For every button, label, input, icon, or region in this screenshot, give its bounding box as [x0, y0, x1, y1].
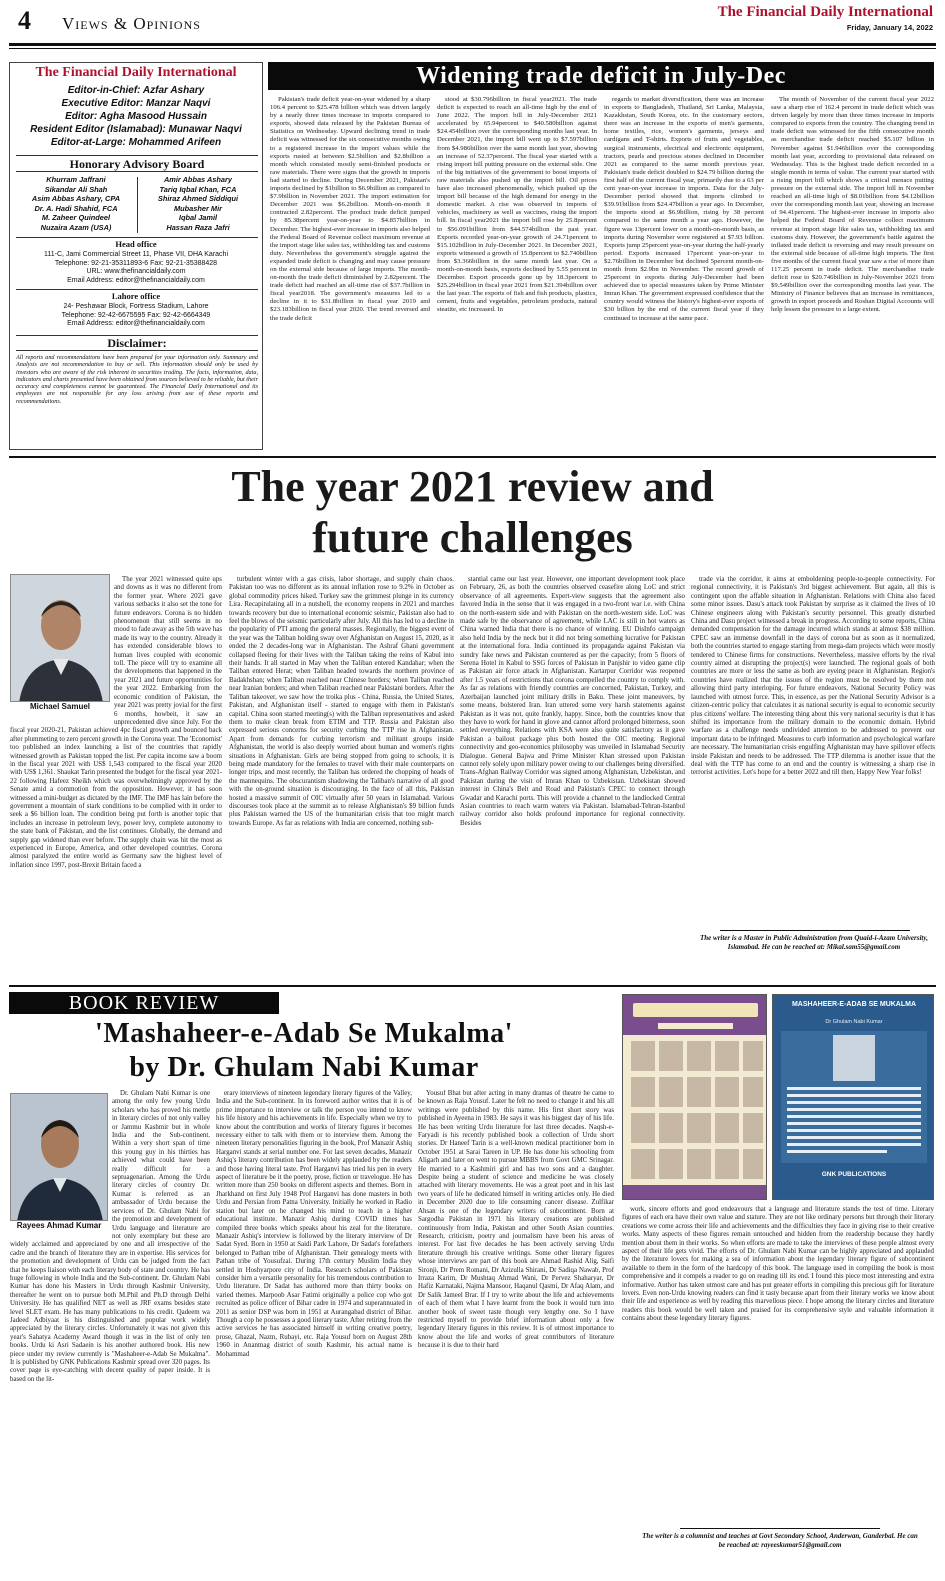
advisory-board-title: Honorary Advisory Board	[16, 155, 258, 172]
article-column: stantial came our last year. However, one important development took place on February, 26, as both the countries observed ceasefire along LoC and strict observance of all agreements. Expert-view suggests that the agreement also favored India in the sense that it was engaged in a two-front war i.e. with China on the north-eastern side and with Pakistan on the north-western side. LoC was made safe by the observance of agreement, while LAC is still in hot waters as China warned India that there is no chance of winning. EU DisInfo campaign also held India by the neck but it did not bring something lucrative for Pakistan at the international fora. India continued its propaganda against Pakistan via sundry fake news and Pakistan countered as per the capacity; from 5 floors of Serena Hotel in Kabul to SSG forces of Pakistan in Panjshir to video game clip as Pakistan air force attack in Afghanistan. Kartarpur Corridor was reopened after 1.5 years of restrictions that corona compelled the country to comply with. As far as relations with friendly countries are concerned, Pakistan, Turkey, and Azerbaijan launched joint military drills in Baku. These joint maneuvers, by some means, bolstered Iran. Iran uttered some very harsh statements against Pakistan as it was not, quite frankly, happy. Since, both the countries know that they have to work for hand in glove and cannot afford prolonged bitterness, soon settled everything. Relations with KSA were also quite satisfactory as it gave Pakistan a bailout package plus both hosted the OIC meeting. Regional connectivity and geo-economics philosophy was unveiled in Islamabad Security Dialogue. General Bajwa and Prime Minister Khan stressed upon Pakistan cannot rely solely upon military power owing to our challenges being diversified. Trans-Afghan Railway Corridor was signed among Afghanistan, Uzbekistan, and Pakistan during the visit of Imran Khan to Uzbekistan. Uzbekistan showed interest in China's Belt and Road and Pakistan's CPEC to connect through Gwadar and Karachi ports. This will provide a channel to the landlocked Central Asian countries to reach warm waters via Pakistan. Islamabad-Tehran-Istanbul railway corridor also holds profound importance for regional connectivity. Besides	[460, 576, 685, 827]
book-cover-front-icon	[623, 995, 767, 1200]
header-rule	[9, 43, 936, 46]
editorial-column: stood at $30.796billion in fiscal year2021. The trade deficit is expected to reach an all-time high by the end of June 2022. The import bill in July-December 2021 accelerated by 65.94percent to $40.580billion against $24.454billion over the corresponding months last year. In December 2021, the import bill went up to $7.597billion from $4.986billion over the same month last year, showing an increase of 52.37percent. The fiscal year started with a rising import bill putting pressure on the external side. One of the big initiatives of the government to boost imports of raw materials also pushed up the import bill. Oil prices have also increased phenomenally, which pushed up the import bill because of the high demand for energy in the domestic market. A rise was observed in imports of vehicles, machinery as well as vaccines, rising the import bill. In fiscal year2021 the import bill rose by 25.8percent to $56.091billion from $44.574billion the past year. Exports recorded year-on-year growth of 24.71percent to $15.102billion in July-December 2021. In December 2021, exports witnessed a growth of 15.8percent to $2.740billion from $3.366billion in the same month last year. On a month-on-month basis, exports declined by 5.55 percent in December. Export proceeds gone up by 18.3percent to $25.294billion in fiscal year 2021 from $21.394billion over the last year. The exports of fish and fish products, plastics, cement, fruits and vegetables, petroleum products, natural steatite, etc increased. In	[437, 96, 597, 314]
advisory-member: Nuzaira Azam (USA)	[40, 222, 112, 232]
head-office-line: URL: www.thefinancialdaily.com	[86, 268, 186, 275]
advisory-member: Tariq Iqbal Khan, FCA	[159, 184, 237, 194]
advisory-member: Hassan Raza Jafri	[166, 222, 230, 232]
advisory-list-left	[16, 175, 136, 233]
section-rule	[9, 456, 936, 458]
editor-line: Editor-at-Large: Mohammed Arifeen	[50, 137, 222, 148]
cover-publisher: GNK PUBLICATIONS	[821, 1171, 887, 1178]
editor-line: Resident Editor (Islamabad): Munawar Naqvi	[30, 124, 242, 135]
advisory-member: Dr. A. Hadi Shahid, FCA	[34, 203, 118, 213]
section-title: Views & Opinions	[62, 14, 201, 33]
editor-line: Editor-in-Chief: Azfar Ashary	[67, 85, 205, 96]
advisory-list-right	[138, 175, 258, 233]
page-number: 4	[18, 6, 31, 35]
cover-back-author: Dr Ghulam Nabi Kumar	[825, 1019, 883, 1025]
rule	[16, 237, 258, 238]
lahore-office-lines	[10, 303, 262, 329]
review-column: work, sincere efforts and good endeavours that a language and literature stands the test of time. Literary figures of each era have their own value and stature. They are not like ordinary persons but through their literary creations we come across their life and achievements and the difficulties they face in giving rise to their creative works. Many aspects of these figures remain untouched and hidden from the readership because they hardly mention about them in their works. So when efforts are made to take the interviews of these people almost every aspect of their life gets vivid. The efforts of Dr. Ghulam Nabi Kumar can be highly appreciated and applauded by the literature lovers for making a sea of information about the legendary literary figure of subcontinent available to them in the form of the hardcopy of this book. The language used in compiling the book is most comprehensive and it compels a reader to go on reading till its end. I found this piece most interesting and extra informative. Author has taken utmost care and has put greater efforts in compiling this precious gift for literature lovers. Even non-Urdu knowing readers can find it tasty because apart from their literary works we know about their life and experience as well by reading this marvellous piece. I hope among the literary circles and literature readers this book would be well taken and praised for its comprehensive style and valuable information it contains about these legendary literary figures.	[622, 1206, 934, 1323]
advisory-member: Asim Abbas Ashary, CPA	[31, 194, 121, 204]
article-column: turbulent winter with a gas crisis, labor shortage, and supply chain chaos. Pakistan too was no different as its annual inflation rose to 9.2% in October as global commodity prices hiked. Turkey saw the grimmest plunge in its currency Lira. Recapitulating all in a nutshell, the economy reopens in 2021 and marches towards recovery but due to international economic seismic, Pakistan also had to feel the blows of the seismic particularly after July. All this has led to a decline in the popularity of PTI among the general masses. Regionally, the biggest event of the year was the Taliban holding sway over Afghanistan on August 15, 2020, as it ended the 2 decades-long war in Afghanistan. The Ashraf Ghani government collapsed fleeing for their lives with the Taliban taking the reins of Kabul into their hands. It all started in May when the Taliban entered Kandahar; when the Taliban entered Herat; when Taliban headed towards the northern province of Badakhshan; when Taliban reached near Chinese borders; when Taliban reached near Iranian borders; and when Taliban reached near Pakistani borders. After the Taliban takeover, we saw how the troika plus - China, Russia, the United States, Pakistan, and Afghanistan itself - started to engage with them in Pakistan's capital. China soon started meeting(s) with the Taliban representatives and asked them to make clean break from ETIM and TTP. Russia and Pakistan also expressed serious concerns for security curbing the TTP rise in Afghanistan. Apart from demands for curbing terrorism and militant groups inside Afghanistan, the world is also deeply worried about human and women's rights situations in Afghanistan. Girls are being stopped from going to schools, it is being made mandatory for the females to travel with their male counterparts on longer trips, and most recently, the Taliban has ordered the chopping of heads of the mannequins. The obscurantism shadowing the Taliban's narrative of all good with the on-ground situation is discouraging. In the face of all this, Pakistan hosted a massive summit of OIC virtually after 50 years in Islamabad. Various discourses took place at the summit as to release Afghanistan's $9 billion funds plus Pakistan warned the US of the humanitarian crisis that too might march towards Europe. As far as relations with India are concerned, nothing sub-	[229, 576, 454, 827]
book-review-section: BOOK REVIEW	[9, 992, 279, 1014]
head-office-line: 111-C, Jami Commercial Street 11, Phase VII, DHA Karachi	[43, 251, 228, 258]
advisory-member: Amir Abbas Ashary	[163, 175, 233, 184]
advisory-member: M. Zaheer Quindeel	[41, 213, 111, 223]
book-cover-back-icon	[773, 995, 934, 1200]
advisory-member: Sikandar Ali Shah	[44, 184, 108, 194]
lahore-office-title: Lahore office	[111, 291, 161, 301]
masthead-box	[9, 62, 263, 450]
advisory-member: Khurram Jaffrani	[46, 175, 106, 184]
disclaimer-text: All reports and recommendations have been prepared for your information only. Summary and Analysis are not recommendation to buy or sell. This information should only be used by investors who are aware of the risk inherent in securities trading. The facts, information, data, indicators and charts presented have been obtained from sources believed to be reliable, but their accuracy and completeness cannot be guaranteed. The Financial Daily International and its employees are not responsible for any loss arising from use of these reports and recommendations.	[16, 354, 258, 405]
editor-line: Editor: Agha Masood Hussain	[65, 111, 207, 122]
editorial-column: Pakistan's trade deficit year-on-year widened by a sharp 106.4 percent to $25.478 billion which was driven largely by a nearly three times increase in imports compared to exports, showed data released by the Pakistan Bureau of Statistics on Wednesday. Upward declining trend in trade deficit was witnessed for the six consecutive months owing to a registered increase in the import values while the exports rusted at between $2.5billion and $2.8billion a month which consisted mostly semi-finished products or raw materials. There were signs that the growth in imports had started to decline. During December 2021, Pakistan's imports declined by $1billion to $6.9billion as compared to $7.9billion in November 2021. The import estimation for December 2021 was $6.2billion. Month-on-month it contracted 2.82percent. The product trade deficit jumped by 85.38percent year-on-year to $4.857billion in December. The highest-ever increase in imports also helped the Federal Board of Revenue collect maximum revenue at the import stage like sales tax, withholding tax and customs duty. Nevertheless the government's struggle against the expanded trade deficit is changing and may cause pressure on the external side because of large imports. The month-on-month the trade deficit diminished by 2.82percent. The trade deficit had reached an all-time rise of $37.7billion in fiscal year2018. The government's measures led to a decline in it to $31.8billion in fiscal year 2019 and $23.183billion in fiscal year 2020. The trend reversed and the trade deficit	[270, 96, 430, 322]
article-column: The year 2021 witnessed quite ups and downs as it was no different from the former year. Where 2021 gave various setbacks it also set the tone for future endeavors. Corona is no hidden phenomenon that still seems in no mood to fade away as the 5th wave has made its way to the country. Already it has extended considerable blows to human lives coupled with economic toll. The piece will try to examine all the developments that happened in the year 2021 and future opportunities for the year 2022. Embarking from the economic condition of Pakistan, the year 2021 was pretty jovial for the first 6 months, howbeit, it saw an unprecedented dive since July. For the fiscal year 2020-21, Pakistan achieved 4pc fiscal growth and bounced back after plummeting to zero percent growth in the Corona year. The 'Economist' too published an index launching a list of the countries that rapidly witnessed growth as Pakistan topped the list. Per capita income saw a boom in the fiscal year 2021 with US$ 1,543 compared to the fiscal year 2020 with US$ 1,361. Shaukat Tarin presented the budget for the fiscal year 2021-22 following Hafeez Sheikh which was overwhelmingly approved by the Senate amid a commotion from the opposition. However, it has soon witnessed a mini-budget as dictated by the IMF. The IMF has lain before the government a mountain of stark conditions to be complied with in order to seek a $6 billion loan. The condition being put forth is another topic that includes an increase in petroleum levy, power levy, complete autonomy to the state bank of Pakistan, and the list continues. Globally, the demand and supply gap widened than ever before. The supply chain was hit the most as experienced in Europe, America, and other developed countries. Corona almost paralyzed the entire world as Germany saw the highest level of inflation since 1997, post-Brexit Britain faced a	[10, 576, 222, 869]
advisory-member: Shiraz Ahmed Siddiqui	[157, 194, 239, 204]
head-office-line: Email Address: editor@thefinancialdaily.com	[67, 276, 205, 284]
disclaimer-title: Disclaimer:	[16, 335, 258, 351]
head-office-title: Head office	[115, 239, 157, 249]
reviewer-caption: Rayees Ahmad Kumar	[10, 1221, 108, 1233]
article-footnote: The writer is a Master in Public Administration from Quaid-i-Azam University, Islamabad. He can be reached at: Mikal.sam55@gmail.com	[700, 934, 928, 951]
editorial-column: regards to market diversification, there was an increase in exports to Bangladesh, Thailand, Sri Lanka, Malaysia, Kazakhstan, South Korea, etc. In the customary sectors, there was an increase in the exports of men's garments, home textiles, rice, women's garments, jerseys and cardigans and T-shirts. Exports of fruits and vegetables, surgical instruments, electrical and electronic equipment, tractors, pearls and precious stones declined in December 2021 as compared to the same month previous year. Pakistan's trade deficit doubled to $24.79 billion during the first half of the current fiscal year, primarily due to a 63 per cent year-on-year increase in imports. Data for the July-December period showed that imports climbed to $39.91billion from $24.47billion a year ago. In December, the imports stood at $6.9billion, rising by 38 percent compared to the same month a year ago. However, the figure was 13percent lower on a month-on-month basis, as imports during November were registered at $7.93 billion. Exports jump 25percent year-on-year during the half-yearly period. Exports increased 17percent year-on-year to $2.76billion in December but declined 5percent month-on-month from $2.9bn in November. The record growth of 25percent in exports during July-December had been achieved due to special measures taken by Prime Minister Imran Khan. The government expressed confidence that the country would witness the history's highest-ever exports of $30 billion by the end of the current fiscal year if they continued to increase at the same pace.	[604, 96, 764, 322]
paper-name: The Financial Daily International	[717, 4, 933, 20]
cover-back-title: MASHAHEER-E-ADAB SE MUKALMA	[791, 1001, 917, 1008]
review-footnote: The writer is a columnist and teaches at Govt Secondary School, Anderwan, Ganderbal. He can be reached at: rayeeskumar51@gmail.com	[642, 1532, 918, 1549]
advisory-member: Mubasher Mir	[173, 203, 223, 213]
editor-line: Executive Editor: Manzar Naqvi	[61, 98, 211, 109]
review-column: Dr. Ghulam Nabi Kumar is one among the only few young Urdu scholars who has proved his mettle in literary circles of not only valley or Jammu Kashmir but in whole India and the Sub-continent. Within a very short span of time this young guy in his thirties has achieved what could have been really difficult for a septuagenarian. Among the Urdu literary circles of country Dr. Kumar is referred as an ambassador of Urdu because the services of Dr. Ghulam Nabi for the promotion and development of Urdu language and literature are not only exemplary but these are widely acclaimed and appreciated by one and all irrespective of the cadre and the branch of literature they are in expertise. His services for the promotion and development of Urdu can be judged from the fact that he keeps liaison with each literary body of state and country. He has huge following in whole India and the Sub-continent. Dr. Ghulam Nabi Kumar has done his Masters in Urdu through Kashmir University, thereafter he went on to pursue both M.Phil and Ph.D through Delhi University. He has qualified NET as well as JRF exams besides state level SLET exam. He has many publications to his credit. Qadeem wa Jadeed Adbiyaat is his distinguished and popular work widely appreciated by the literary circles. Unfortunately it was not given this year's Sahatya Academy Award though it was in the list of only ten books. Urdu ki Asri Sadaein is his another authored book. His new piece under my review currently is "Mashaheer-e-Adab Se Mukalma". It is published by GNK Publications Kashmir spread over 320 pages. Its cover page is eye-catching with decent quality of paper inside. It is based on the lit-	[10, 1090, 210, 1383]
book-review-title-line1: 'Mashaheer-e-Adab Se Mukalma'	[95, 1018, 513, 1049]
footnote-rule	[720, 930, 910, 931]
section-rule	[9, 985, 936, 987]
lahore-office-line: Telephone: 92-42-6675595 Fax: 92-42-6664349	[61, 311, 211, 319]
advisory-member: Iqbal Jamil	[178, 213, 218, 223]
article-headline-line2: future challenges	[312, 513, 633, 562]
review-column: Yousuf Bhat but after acting in many dramas of theatre he came to be known as Raja Yousuf. Later he felt no need to change it and his all writings were published by this name. His first short story was published in Ayeena in 1983. He says it was his biggest day of his life. He has been writing Urdu literature for last three decades. Naqsh-e- Faryadi is his recently published book a collection of Urdu short stories. Dr Haneef Tarin is a well-known medical practitioner born in October 1951 at Sarai Tareen in UP. He has done his schooling from Aligarh and later on went to pursue MBBS from Govt GMC Srinagar. He married to a Kashmiri girl and has two sons and a daughter. Despite being a student of science and medicine he was closely attached with literary movements. He was a great poet and in his last two years of life he dedicated himself in writing articles only. He died in December 2020 due to life consuming cancer disease. Zulfikar Ahsan is one of the legendary writers of subcontinent. Born at Sargodha Pakistan in 1971 his literary creations are published continuously from India, Pakistan and other South Asian countries. Research, criticism, poetry and journalism have been his areas of interest. For last five decades he has been actively serving Urdu literature through his creative writings. Some other literary figures whose interviews are part of this book are Ahmad Rashid Alig, Saifi Sironji, Dr Prem Romani, Dr Azizulla Shirani, Dr Sadiqa Nawab, Prof Irraza Karim, Dr Mushtaq Ahmad Wani, Dr Pervez Shaharyar, Dr Hafiz Karnataki, Najma Mansoor, Haqanul Qasmi, Dr Afaq Alam, and Dr Salik Jameel Brar. If I try to write about the life and achievements of each of them what I have learnt from the book it would turn into another book of sweet taste though very lengthy one. So I have restricted myself to provide brief information about only a few legendary literary figures in this review. It is of utmost importance to know about the life and works of great contributors of literature because it is due to their hard	[418, 1090, 614, 1350]
book-review-title-line2: by Dr. Ghulam Nabi Kumar	[129, 1052, 479, 1083]
masthead-paper-name: The Financial Daily International	[35, 65, 237, 80]
head-office-line: Telephone: 92-21-35311893-6 Fax: 92-21-35388428	[54, 259, 218, 267]
lahore-office-line: Email Address: editor@thefinancialdaily.com	[67, 320, 205, 327]
author-caption: Michael Samuel	[10, 702, 110, 714]
book-cover-back	[772, 994, 934, 1200]
header-rule-thin	[9, 48, 936, 49]
issue-date: Friday, January 14, 2022	[846, 23, 933, 32]
head-office-lines	[10, 251, 262, 285]
editorial-column: The month of November of the current fiscal year 2022 saw a sharp rise of 162.4 percent in trade deficit which was driven largely by more than three times increase in imports compared to exports from the country. The changing trend in trade deficit was witnessed for the fifth consecutive month as merchandise trade deficit reached $5.107 billion in November against $1.946billion over the corresponding month last year, according to provisional data released on Wednesday. This is the highest trade deficit recorded in a single month in terms of value. The current year started with a rising import bill which shows a critical menace putting pressure on the external side. The import bill in November reached an all-time high of $8.01billion from $4.12billion over the corresponding month last year, showing an increase of 94.41percent. The highest-ever increase in imports also helped the Federal Board of Revenue collect maximum revenue at import stage like sales tax, withholding tax and customs duty. However, the government's battle against the inflated trade deficit is reversing and may result pressure on the external side because of all-time high imports. The first five months of the current fiscal year saw a rise of more than 117.25 percent in trade deficit. The merchandise trade deficit rose to $20.746billion in July-November 2021 from $9.549billion over the corresponding months last year. The Ministry of Finance believes that an increase in remittances, growth in export proceeds and Roshan Digital Accounts will help lessen the pressure to a large extent.	[771, 96, 934, 314]
article-headline-line1: The year 2021 review and	[231, 462, 714, 511]
editorial-headline: Widening trade deficit in July-Dec	[268, 62, 934, 90]
rule	[16, 289, 258, 290]
review-column: erary interviews of nineteen legendary literary figures of the Valley, India and the Sub-continent. In its foreword author writes that it is of prime importance to interview or talk the person you intend to know his life history and his achievements in life. Especially when we try to know about the contribution and works of literary figures it becomes necessary either to talk with them or to interview them. Among the nineteen literary personalities figuring in the book, Prof Manazir Ashiq Harganvi stands at serial number one. For last seven decades, Manazir Ashiq's literary contribution has been widely applauded by the readers and those having literal taste. Prof Harganvi has tried his pen in every aspect of literature be it the poetry, prose, fiction or travelogue. He has written more than 250 books on different aspects and themes. Born in Jharkhand on first July 1948 Prof Harganvi has done masters in both Urdu and Persian from Patna University. Initially he worked in Radio station but later on he changed his mind to teach in a higher educational institute. Manazir Ashiq during COVID times has compiled three books which speaks about his zeal for the literature. Manazir Ashiq's interview is followed by the literary interview of Dr Sadat Syed. Born in 1950 at Saidi Park Lahore, Dr Sadat's forefathers belonged to Pathan tribe of Afghanistan. Their genealogy meets with Pathan tribe of Yousufzai. During 17th century Muslim India they settled in Hoshyarpore city of India. Research scholars of Pakistan consider him a versatile personality for his tremendous contribution to Urdu literature. Dr Sadat has authored more than thirty books on varied themes. Marpoob Asar Fatimi originally a police cop who got recruited as police officer of Bihar cadre in 1974 and superannuated in 2011 as senior DSP was born in 1951 at Aurangabad district of Bihar. Though a cop he possesses a good literary taste. After retiring from the active services he has associated himself in writing creative poetry, prose, Ghazal, Nazm, Rubayi, etc. Raja Yousuf born on August 28th 1960 in Anantnag district of south Kashmir, his actual name is Mohammad	[216, 1090, 412, 1358]
lahore-office-line: 24- Peshawar Block, Fortress Stadium, Lahore	[63, 303, 209, 310]
book-cover-front	[622, 994, 767, 1200]
footnote-rule	[680, 1528, 880, 1529]
article-column: trade via the corridor, it aims at emboldening people-to-people connectivity. For regional connectivity, it is Pakistan's 3rd biggest achievement. But again, all this is contingent upon the affable situation in Afghanistan. Relations with China also faced some minor issues. Dasu's attack took Pakistan by surprise as it claimed the lives of 10 Chinese engineers along with Pakistan's security personnel. This greatly disturbed China and Dasu project witnessed a break in progress. According to some reports, China demanded compensation for the damage incurred which stands at almost $38 million. CPEC saw an immense downfall in the days of corona but as soon as it normalized, both the countries started to engage starting from mega-dam projects which were mostly tendered to Chinese firms for constructions. Nevertheless, massive efforts by the rival country aimed at disrupting the project(s) were launched. The regional goals of both countries are more or less the same as both are eyeing peace in Afghanistan. Region's countries have realized that the issues of the region must be resolved by them not allowing third party interloping. For future endeavors, National Security Policy was launched with utmost force. This, in essence, as per the National Security Advisor is a citizen-centric policy that calculates it as national security is equal to economic security plus citizens' welfare. The interesting thing about this very national security is that it has shifted its importance from the military domain to the economic domain. Hybrid warfare as a challenge needs undivided attention to be addressed to prevent our important data to be infringed. Measures to curb information and psychological warfare are necessary. The humanitarian crisis engulfing Afghanistan may have spillover effects inside Pakistan and needs to be addressed. The TTP dilemma is another issue that the deal with the TTP has come to an end and the country is witnessing a sharp rise in terrorist activities. Let's hope for a better 2022 and till then, Happy New Year folks!	[691, 576, 935, 777]
